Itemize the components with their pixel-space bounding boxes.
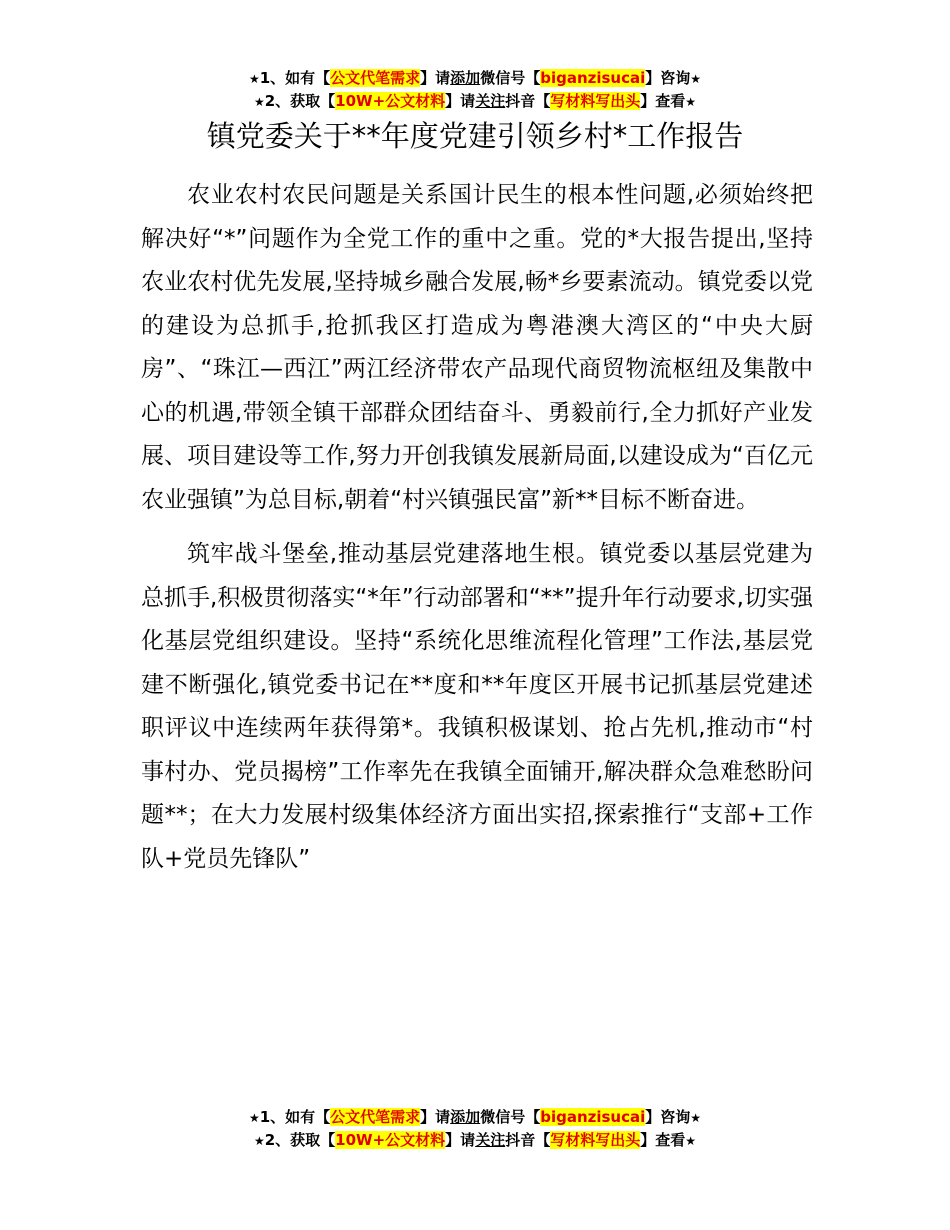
underlined-text: 关注: [475, 1131, 506, 1149]
banner-text: 】咨询: [645, 1108, 691, 1126]
banner-text: 】查看: [640, 92, 686, 110]
star-icon: ★: [253, 1134, 265, 1148]
banner-text: 抖音【: [505, 1131, 551, 1149]
star-icon: ★: [690, 1111, 702, 1125]
banner-text: 1、如有【: [259, 69, 331, 87]
banner-text: 】咨询: [645, 69, 691, 87]
document-title: 镇党委关于**年度党建引领乡村*工作报告: [206, 119, 744, 153]
header-banner: [0, 67, 950, 113]
star-icon: ★: [685, 95, 697, 109]
banner-line-2: [0, 1129, 950, 1152]
banner-line-1: [0, 67, 950, 90]
star-icon: ★: [248, 72, 260, 86]
banner-text: 】请: [445, 92, 476, 110]
highlight-materials: 10W+公文材料: [335, 92, 446, 110]
document-body: [141, 174, 813, 892]
footer-banner: [0, 1106, 950, 1152]
banner-text: 微信号【: [480, 1108, 541, 1126]
star-icon: ★: [685, 1134, 697, 1148]
paragraph: 农业农村农民问题是关系国计民生的根本性问题,必须始终把解决好“*”问题作为全党工作的重中之重。党的*大报告提出,坚持农业农村优先发展,坚持城乡融合发展,畅*乡要素流动。镇党委以党的建设为总抓手,抢抓我区打造成为粤港澳大湾区的“中央大厨房”、“珠江—西江”两江经济带农产品现代商贸物流枢纽及集散中心的机遇,带领全镇干部群众团结奋斗、勇毅前行,全力抓好产业发展、项目建设等工作,努力开创我镇发展新局面,以建设成为“百亿元农业强镇”为总目标,朝着“村兴镇强民富”新**目标不断奋进。: [141, 182, 813, 513]
paragraph: 筑牢战斗堡垒,推动基层党建落地生根。镇党委以基层党建为总抓手,积极贯彻落实“*年”行动部署和“**”提升年行动要求,切实强化基层党组织建设。坚持“系统化思维流程化管理”工作法,基层党建不断强化,镇党委书记在**度和**年度区开展书记抓基层党建述职评议中连续两年获得第*。我镇积极谋划、抢占先机,推动市“村事村办、党员揭榜”工作率先在我镇全面铺开,解决群众急难愁盼问题**；在大力发展村级集体经济方面出实招,探索推行“支部+工作队+党员先锋队”: [141, 541, 813, 872]
banner-text: 】请: [420, 69, 451, 87]
highlight-service: 公文代笔需求: [330, 69, 421, 87]
highlight-service: 公文代笔需求: [330, 1108, 421, 1126]
highlight-materials: 10W+公文材料: [335, 1131, 446, 1149]
underlined-text: 添加: [450, 69, 481, 87]
banner-text: 1、如有【: [259, 1108, 331, 1126]
star-icon: ★: [690, 72, 702, 86]
underlined-text: 关注: [475, 92, 506, 110]
banner-text: 抖音【: [505, 92, 551, 110]
banner-line-1: [0, 1106, 950, 1129]
star-icon: ★: [253, 95, 265, 109]
banner-text: 】请: [445, 1131, 476, 1149]
highlight-wechat-id: biganzisucai: [540, 69, 646, 87]
banner-line-2: [0, 90, 950, 113]
banner-text: 】请: [420, 1108, 451, 1126]
star-icon: ★: [248, 1111, 260, 1125]
highlight-account: 写材料写出头: [550, 92, 641, 110]
highlight-account: 写材料写出头: [550, 1131, 641, 1149]
banner-text: 】查看: [640, 1131, 686, 1149]
banner-text: 2、获取【: [264, 1131, 336, 1149]
underlined-text: 添加: [450, 1108, 481, 1126]
highlight-wechat-id: biganzisucai: [540, 1108, 646, 1126]
banner-text: 2、获取【: [264, 92, 336, 110]
banner-text: 微信号【: [480, 69, 541, 87]
